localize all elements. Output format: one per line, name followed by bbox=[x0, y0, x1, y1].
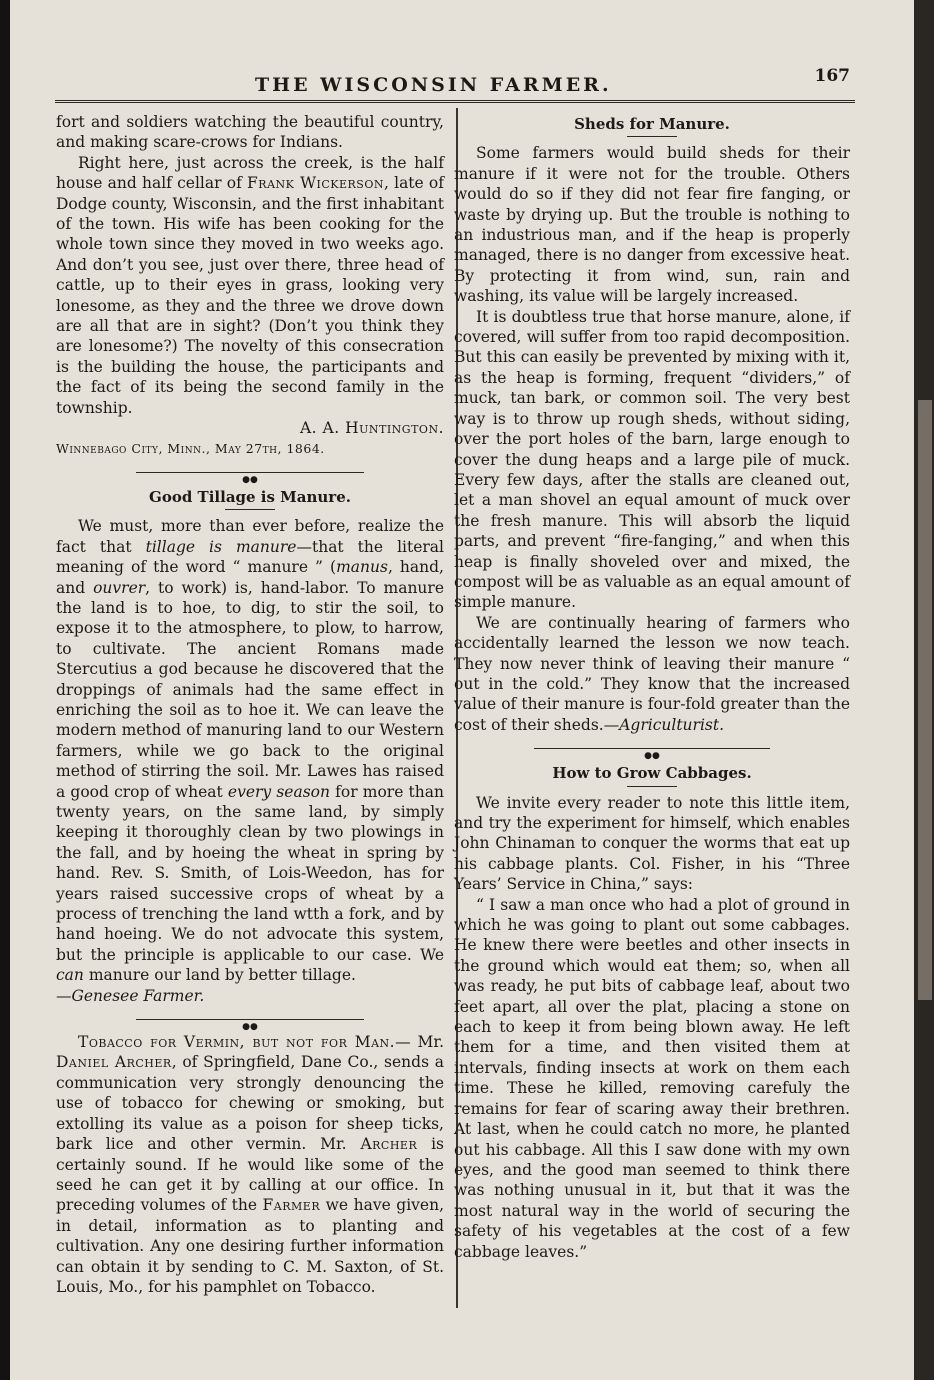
running-title: THE WISCONSIN FARMER. bbox=[255, 74, 612, 96]
paragraph-cabbages-1: We invite every reader to note this little item, and try the experiment for himself, which enables John Chinaman to conquer the worms that eat up his cabbage plants. Col. Fisher, in his “Three Years’ Service in China,” says: bbox=[454, 793, 850, 894]
heading-underline bbox=[627, 786, 677, 787]
text-run: , late of Dodge county, Wisconsin, and the first inhabitant of the town. His wife has been cooking for the whole town since they moved in two weeks ago. And don’t you see, just over there, three head of cattle, up to their eyes in grass, looking very lonesome, as they and the three we drove down are all that are in sight? (Don’t you think they are lonesome?) The novelty of this consecration is the building the house, the participants and the fact of its being the second family in the township. bbox=[56, 174, 444, 417]
paragraph-tobacco bbox=[56, 1032, 444, 1297]
source-credit: —Agriculturist. bbox=[603, 715, 725, 734]
article-heading-tillage bbox=[56, 487, 444, 510]
paragraph-sheds-2: It is doubtless true that horse manure, alone, if covered, will suffer from too rapid decomposition. But this can easily be prevented by mixing with it, as the heap is forming, frequent “dividers,” of muck, tan bark, or common soil. The very best way is to throw up rough sheds, without siding, over the port holes of the barn, large enough to cover the dung heaps and a large pile of muck. Every few days, after the stalls are cleaned out, let a man shovel an equal amount of muck over the fresh manure. This will absorb the liquid parts, and prevent “fire-fanging,” and when this heap is finally shoveled over and mixed, the compost will be as valuable as an equal amount of simple manure. bbox=[454, 307, 850, 612]
italic-text: manus bbox=[336, 558, 388, 577]
paragraph-tillage bbox=[56, 516, 444, 985]
text-run: We must, more than ever before, realize the fact that bbox=[56, 517, 444, 556]
text-run: We are continually hearing of farmers who accidentally learned the lesson we now teach. They now never think of leaving their manure “ out in the cold.” They know that the increased value of their manure is four-fold greater than the cost of their sheds. bbox=[454, 613, 850, 734]
heading-text: Sheds for Manure. bbox=[574, 115, 730, 133]
text-run: we have given, in detail, information as to planting and cultivation. Any one desiring further information can obtain it by sending to C. M. Saxton, of St. Louis, Mo., for his pamphlet on Tobacco. bbox=[56, 1196, 444, 1296]
text-run: manure our land by better tillage. bbox=[83, 966, 356, 985]
author-signature: A. A. Huntington. bbox=[299, 419, 444, 438]
text-run: — Mr. bbox=[395, 1033, 444, 1052]
section-ornament bbox=[56, 467, 444, 485]
italic-text: every season bbox=[227, 782, 330, 801]
paragraph-sheds-1: Some farmers would build sheds for their manure if it were not for the trouble. Others would do so if they did not fear fire fanging, or waste by drying up. But the trouble is nothing to an industrious man, and if the heap is properly managed, there is no danger from excessive heat. By protecting it from wind, sun, rain and washing, its value will be largely increased. bbox=[454, 144, 850, 306]
section-ornament bbox=[454, 743, 850, 762]
run-in-heading: Tobacco for Vermin, but not for Man. bbox=[78, 1033, 396, 1052]
italic-text: tillage is manure bbox=[145, 537, 297, 556]
person-name: Daniel Archer bbox=[56, 1053, 172, 1072]
italic-text: can bbox=[56, 966, 84, 985]
binding-shadow bbox=[918, 400, 932, 1000]
person-name: Archer bbox=[360, 1135, 418, 1154]
text-run: for more than twenty years, on the same land, by simply keeping it thoroughly clean by two plowings in the fall, and by hoeing the wheat in spring by hand. Rev. S. Smith, of Lois-Weedon, has for years raised successive crops of wheat by a process of trenching the land wtth a fork, and by hand hoeing. We do not advocate this system, but the principle is applicable to our case. We bbox=[56, 782, 444, 964]
left-column bbox=[56, 112, 444, 1297]
heading-underline bbox=[627, 136, 677, 137]
paragraph-cabbages-quote: “ I saw a man once who had a plot of ground in which he was going to plant out some cabbages. He knew there were beetles and other insects in the ground which would eat them; so, when all was ready, he put bits of cabbage leaf, about two feet apart, all over the plat, placing a stone on each to keep it from being blown away. He left them for a time, and then visited them at intervals, finding insects at work on them each time. These he killed, removing carefuly the remains for fear of scaring away their brethren. At last, when he could catch no more, he planted out his cabbage. All this I saw done with my own eyes, and the good man seemed to think there was nothing unusual in it, but that it was the most natural way in the world of securing the safety of his vegetables at the cost of a few cabbage leaves.” bbox=[454, 895, 850, 1261]
text-run: , of Springfield, Dane Co., sends a communication very strongly denouncing the use of tobacco for chewing or smoking, but extolling its value as a poison for sheep ticks, bark lice and other vermin. Mr. bbox=[56, 1053, 444, 1154]
heading-text: Good Tillage is Manure. bbox=[149, 487, 351, 506]
article-heading-cabbages bbox=[454, 763, 850, 786]
page-header bbox=[60, 66, 850, 100]
text-run: , hand, and bbox=[56, 558, 444, 597]
heading-underline bbox=[225, 509, 275, 510]
scan-left-border bbox=[0, 0, 10, 1380]
text-run: is certainly sound. If he would like some of the seed he can get it by calling at our office. In preceding volumes of the bbox=[56, 1135, 444, 1215]
text-run: , to work) is, hand-labor. To manure the land is to hoe, to dig, to stir the soil, to expose it to the atmosphere, to plow, to harrow, to cultivate. The ancient Romans made Stercutius a god because he discovered that the droppings of animals had the same effect in enriching the soil as to hoe it. We can leave the modern method of manuring land to our Western farmers, while we go back to the original method of stirring the soil. Mr. Lawes has raised a good crop of wheat bbox=[56, 578, 444, 801]
source-credit: —Genesee Farmer. bbox=[56, 986, 205, 1005]
header-rule bbox=[55, 100, 855, 103]
dateline: Winnebago City, Minn., May 27th, 1864. bbox=[56, 440, 325, 456]
ornament-glyph: ●● bbox=[238, 1022, 262, 1032]
italic-text: ouvrer bbox=[93, 578, 146, 597]
publication-name: Farmer bbox=[262, 1196, 321, 1215]
text-run: Right here, just across the creek, is the half house and half cellar of bbox=[56, 153, 444, 193]
paragraph-sheds-3 bbox=[454, 613, 850, 735]
continued-paragraph: fort and soldiers watching the beautiful country, and making scare-crows for Indians. bbox=[56, 113, 444, 152]
right-column bbox=[454, 112, 850, 1262]
scan-right-edge bbox=[914, 0, 934, 1380]
ornament-glyph: ●● bbox=[640, 751, 664, 761]
paragraph-wickerson bbox=[56, 153, 444, 418]
page-number: 167 bbox=[814, 66, 850, 86]
person-name: Frank Wickerson bbox=[247, 174, 384, 193]
ornament-glyph: ●● bbox=[238, 475, 262, 485]
text-run: —that the literal meaning of the word “ manure ” ( bbox=[56, 537, 444, 577]
article-heading-sheds bbox=[454, 114, 850, 137]
heading-text: How to Grow Cabbages. bbox=[552, 764, 752, 783]
section-ornament bbox=[56, 1014, 444, 1033]
